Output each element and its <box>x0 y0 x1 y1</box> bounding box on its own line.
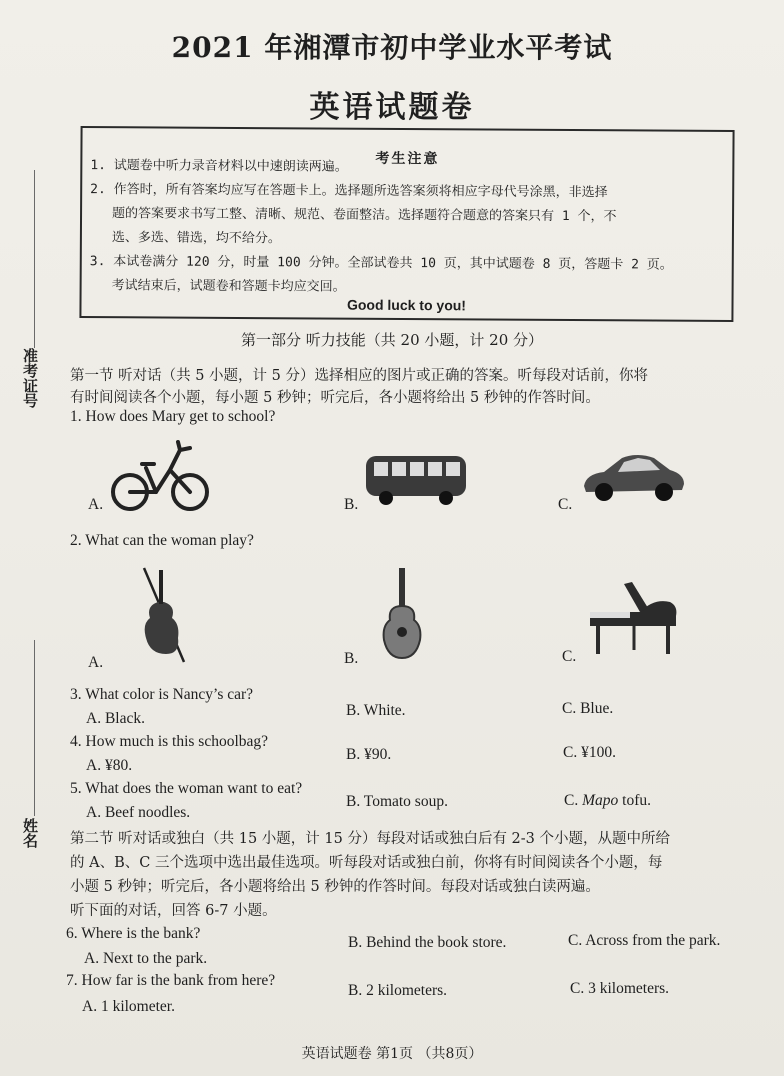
section2-instruction: 听下面的对话，回答 6-7 小题。 <box>70 903 277 919</box>
section1-line: 有时间阅读各个小题，每小题 5 秒钟；听完后，各小题将给出 5 秒钟的作答时间。 <box>70 390 600 406</box>
q4-option-c: C. ¥100. <box>563 744 616 761</box>
section2-line: 的 A、B、C 三个选项中选出最佳选项。听每段对话或独白前，你将有时间阅读各个小题，每 <box>70 855 663 871</box>
violin-icon <box>128 562 192 666</box>
notice-line: 2. 作答时，所有答案均应写在答题卡上。选择题所选答案须将相应字母代号涂黑，非选择 <box>90 182 608 201</box>
paper-title: 英语试题卷 <box>309 90 475 125</box>
q7-option-c: C. 3 kilometers. <box>570 980 670 997</box>
question-1-stem: 1. How does Mary get to school? <box>70 408 276 425</box>
q5-option-c: C. Mapo tofu. <box>564 792 651 809</box>
section2-line: 小题 5 秒钟；听完后，各小题将给出 5 秒钟的作答时间。每段对话或独白读两遍。 <box>70 879 600 895</box>
q6-option-c: C. Across from the park. <box>568 932 721 949</box>
section2-line: 第二节 听对话或独白（共 15 小题，计 15 分）每段对话或独白后有 2-3 个小题，从题中所给 <box>70 831 671 847</box>
part1-title: 第一部分 听力技能（共 20 小题，计 20 分） <box>240 331 544 349</box>
q1-option-a: A. <box>88 496 104 513</box>
car-icon <box>580 446 688 504</box>
q5-option-b: B. Tomato soup. <box>346 793 448 810</box>
section1-line: 第一节 听对话（共 5 小题，计 5 分）选择相应的图片或正确的答案。听每段对话前，你将 <box>70 368 648 384</box>
notice-line: 1. 试题卷中听力录音材料以中速朗读两遍。 <box>90 158 348 175</box>
notice-line: 选、多选、错选，均不给分。 <box>111 230 281 247</box>
q2-option-b: B. <box>344 650 359 667</box>
q3-option-b: B. White. <box>346 702 406 719</box>
question-4-stem: 4. How much is this schoolbag? <box>70 733 269 750</box>
q1-option-b: B. <box>344 496 359 513</box>
q3-option-c: C. Blue. <box>562 700 614 717</box>
name-line <box>34 640 35 816</box>
notice-box <box>79 126 734 322</box>
q6-option-a: A. Next to the park. <box>84 950 208 967</box>
q5-option-a: A. Beef noodles. <box>86 804 191 821</box>
exam-id-line <box>34 170 35 348</box>
question-2-stem: 2. What can the woman play? <box>70 532 254 549</box>
q1-option-c: C. <box>558 496 573 513</box>
q2-option-a: A. <box>88 654 104 671</box>
exam-id-label: 准考证号 <box>21 348 39 408</box>
page-footer: 英语试题卷 第1页 （共8页） <box>301 1046 483 1062</box>
q2-option-c: C. <box>562 648 577 665</box>
question-6-stem: 6. Where is the bank? <box>66 925 201 942</box>
piano-icon <box>584 578 680 658</box>
q4-option-b: B. ¥90. <box>346 746 392 763</box>
notice-line: 考试结束后，试题卷和答题卡均应交回。 <box>111 278 346 295</box>
q7-option-b: B. 2 kilometers. <box>348 982 448 999</box>
q4-option-a: A. ¥80. <box>86 757 133 774</box>
good-luck-text: Good luck to you! <box>346 296 467 314</box>
name-label: 姓名 <box>21 818 39 848</box>
question-3-stem: 3. What color is Nancy’s car? <box>70 686 254 703</box>
notice-line: 3. 本试卷满分 120 分，时量 100 分钟。全部试卷共 10 页，其中试题卷 8 页，答题卡 2 页。 <box>89 254 673 273</box>
q6-option-b: B. Behind the book store. <box>348 934 507 951</box>
question-5-stem: 5. What does the woman want to eat? <box>70 780 303 797</box>
bicycle-icon <box>108 438 212 514</box>
question-7-stem: 7. How far is the bank from here? <box>66 972 276 989</box>
guitar-icon <box>380 566 424 660</box>
q3-option-a: A. Black. <box>86 710 145 727</box>
notice-title: 考生注意 <box>375 150 440 168</box>
q7-option-a: A. 1 kilometer. <box>82 998 175 1015</box>
notice-line: 题的答案要求书写工整、清晰、规范、卷面整洁。选择题符合题意的答案只有 1 个，不 <box>112 206 617 225</box>
exam-title: 2021 年湘潭市初中学业水平考试 <box>171 31 613 64</box>
bus-icon <box>362 448 470 506</box>
